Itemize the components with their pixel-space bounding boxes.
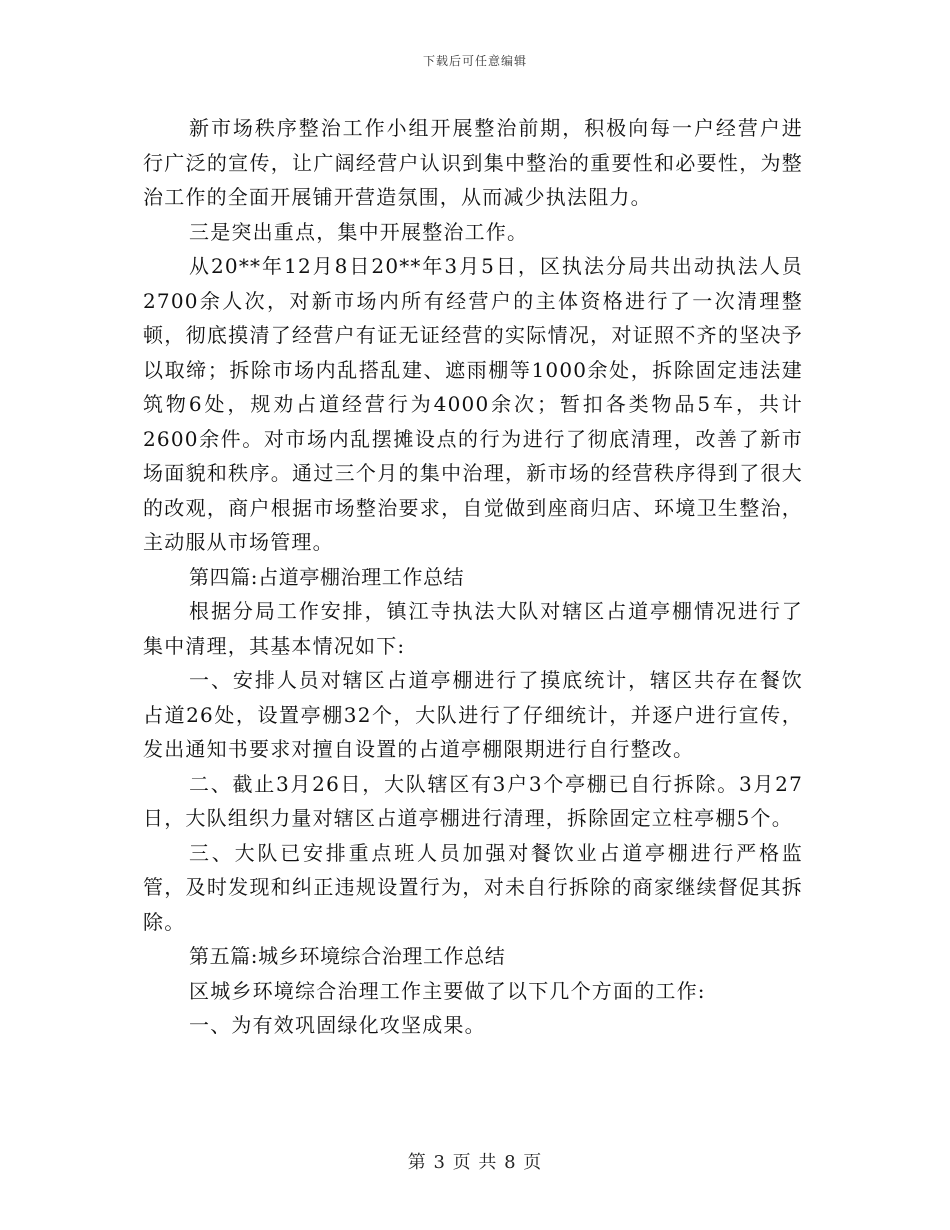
section-heading: 第五篇:城乡环境综合治理工作总结 bbox=[189, 944, 506, 968]
paragraph: 新市场秩序整治工作小组开展整治前期，积极向每一户经营户进行广泛的宣传，让广阔经营户认识到集中整治的重要性和必要性，为整治工作的全面开展铺开营造氛围，从而减少执法阻力。 bbox=[143, 116, 803, 209]
paragraph: 三、大队已安排重点班人员加强对餐饮业占道亭棚进行严格监管，及时发现和纠正违规设置行为，对未自行拆除的商家继续督促其拆除。 bbox=[143, 840, 803, 934]
paragraph: 区城乡环境综合治理工作主要做了以下几个方面的工作: bbox=[189, 978, 706, 1003]
paragraph: 根据分局工作安排，镇江寺执法大队对辖区占道亭棚情况进行了集中清理，其基本情况如下: bbox=[143, 599, 803, 658]
paragraph: 从20**年12月8日20**年3月5日，区执法分局共出动执法人员2700余人次，对新市场内所有经营户的主体资格进行了一次清理整顿，彻底摸清了经营户有证无证经营的实际情况，对证照不齐的坚决予以取缔；拆除市场内乱搭乱建、遮雨棚等1000余处，拆除固定违法建筑物6处，规劝占道经营行为4000余次；暂扣各类物品5车，共计2600余件。对市场内乱摆摊设点的行为进行了彻底清理，改善了新市场面貌和秩序。通过三个月的集中治理，新市场的经营秩序得到了很大的改观，商户根据市场整治要求，自觉做到座商归店、环境卫生整治，主动服从市场管理。 bbox=[143, 254, 803, 554]
paragraph: 三是突出重点，集中开展整治工作。 bbox=[189, 219, 529, 244]
section-heading: 第四篇:占道亭棚治理工作总结 bbox=[189, 564, 465, 589]
paragraph: 一、为有效巩固绿化攻坚成果。 bbox=[189, 1013, 486, 1037]
paragraph: 二、截止3月26日，大队辖区有3户3个亭棚已自行拆除。3月27日，大队组织力量对辖区占道亭棚进行清理，拆除固定立柱亭棚5个。 bbox=[143, 771, 803, 830]
page-header-note: 下载后可任意编辑 bbox=[422, 54, 527, 68]
page-number-footer: 第 3 页 共 8 页 bbox=[407, 1152, 543, 1173]
document-body bbox=[143, 111, 803, 1043]
paragraph: 一、安排人员对辖区占道亭棚进行了摸底统计，辖区共存在餐饮占道26处，设置亭棚32个，大队进行了仔细统计，并逐户进行宣传，发出通知书要求对擅自设置的占道亭棚限期进行自行整改。 bbox=[143, 668, 803, 761]
